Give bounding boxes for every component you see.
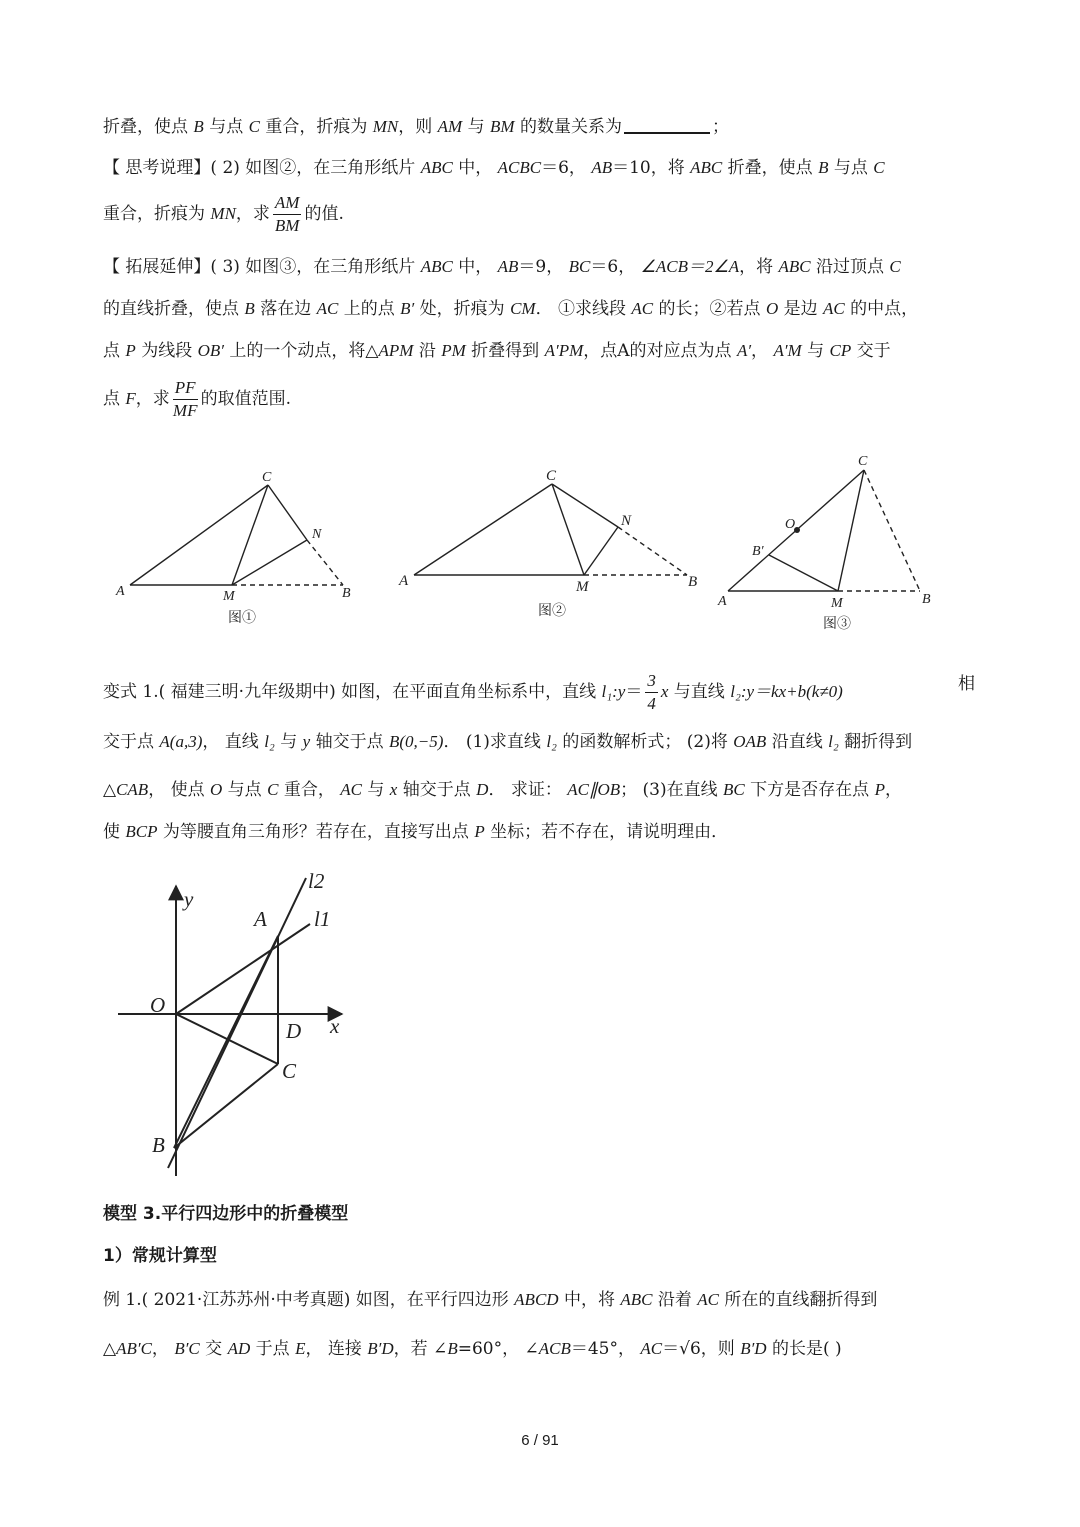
page-number: 6 / 91: [521, 1432, 559, 1449]
problem-line-1: 折叠，使点 B 与点 C 重合，折痕为 MN，则 AM 与 BM 的数量关系为 ；: [103, 114, 729, 139]
segment-ba: [174, 936, 278, 1148]
fig3-label-b: B: [922, 592, 931, 607]
problem-line-6: 点 P 为线段 OB′ 上的一个动点，将△APM 沿 PM 折叠得到 A′PM，点A的对应点为点 A′， A′M 与 CP 交于: [103, 341, 891, 361]
label-y: y: [184, 887, 194, 911]
label-b: B: [152, 1133, 165, 1157]
fraction-three-quarters: $\frac{3}{4}$: [647, 671, 656, 713]
problem-line-4: 【 拓展延伸】( 3) 如图③，在三角形纸片 ABC 中， AB＝9， BC＝6， ∠ACB＝2∠A，将 ABC 沿过顶点 C: [103, 257, 901, 277]
fig3-label-bprime: B′: [752, 544, 764, 559]
variant-line-1-end: 相: [958, 674, 975, 694]
problem-line-2: 【 思考说理】( 2) 如图②，在三角形纸片 ABC 中， ACBC＝6， AB＝10，将 ABC 折叠，使点 B 与点 C: [103, 158, 885, 178]
example-line-1: 例 1.( 2021·江苏苏州·中考真题) 如图，在平行四边形 ABCD 中，将 ABC 沿着 AC 所在的直线翻折得到: [103, 1290, 878, 1310]
fig3-label-o: O: [785, 517, 796, 532]
fig1-label-b: B: [342, 586, 351, 601]
line-l1: [176, 924, 310, 1014]
label-l2: l2: [308, 869, 325, 893]
fig1-label-n: N: [312, 527, 322, 542]
fig2-caption: 图②: [538, 604, 566, 619]
variant-line-3: △CAB， 使点 O 与点 C 重合， AC 与 x 轴交于点 D． 求证： AC∥OB； (3)在直线 BC 下方是否存在点 P，: [103, 780, 902, 800]
figure-3: [728, 470, 920, 591]
label-a: A: [254, 907, 267, 931]
variant-line-4: 使 BCP 为等腰直角三角形？若存在，直接写出点 P 坐标；若不存在，请说明理由．: [103, 822, 729, 842]
label-c: C: [282, 1059, 297, 1083]
fig1-label-c: C: [262, 470, 272, 485]
fig3-label-c: C: [858, 454, 868, 469]
figure-2: [414, 484, 687, 575]
variant-line-1: 变式 1.( 福建三明·九年级期中) 如图，在平面直角坐标系中，直线 l₁:y＝ $\frac{3}{4}$ x 与直线 l₂:y＝kx+b(k≠0): [103, 671, 843, 713]
fig1-caption: 图①: [228, 611, 256, 626]
segment-bc: [174, 1064, 278, 1148]
problem-line-3: 重合，折痕为 MN，求 $\frac{AM}{BM}$ 的值.: [103, 193, 344, 235]
fig2-label-n: N: [621, 513, 632, 529]
label-d: D: [286, 1019, 302, 1043]
example-line-2: △AB′C， B′C 交 AD 于点 E， 连接 B′D，若 ∠B=60°， ∠ACB＝45°， AC＝√6，则 B′D 的长是( ): [103, 1339, 842, 1359]
fraction-pf-mf: $\frac{PF}{MF}$: [172, 378, 198, 420]
subsection-heading: 1）常规计算型: [103, 1246, 217, 1266]
fraction-am-bm: $\frac{AM}{BM}$: [274, 193, 300, 235]
section-heading: 模型 3.平行四边形中的折叠模型: [103, 1204, 349, 1224]
fig1-label-m: M: [223, 589, 235, 604]
coordinate-figure: [110, 868, 370, 1188]
fig3-label-m: M: [831, 596, 843, 611]
problem-line-7: 点 F，求 $\frac{PF}{MF}$ 的取值范围.: [103, 378, 291, 420]
figures-row: [0, 445, 1080, 645]
fig2-label-c: C: [546, 468, 557, 484]
fig1-label-a: A: [116, 584, 125, 599]
fig2-label-a: A: [399, 573, 409, 589]
problem-line-5: 的直线折叠，使点 B 落在边 AC 上的点 B′ 处，折痕为 CM． ①求线段 AC 的长；②若点 O 是边 AC 的中点，: [103, 299, 919, 319]
fig3-caption: 图③: [823, 617, 851, 632]
label-o: O: [150, 993, 166, 1017]
variant-line-2: 交于点 A(a,3)， 直线 l₂ 与 y 轴交于点 B(0,−5)． (1)求直线 l₂ 的函数解析式； (2)将 OAB 沿直线 l₂ 翻折得到: [103, 732, 913, 752]
label-l1: l1: [314, 907, 331, 931]
fig2-label-m: M: [576, 579, 589, 595]
fig3-label-a: A: [718, 594, 727, 609]
fig2-label-b: B: [688, 574, 698, 590]
answer-blank: [624, 114, 710, 134]
label-x: x: [330, 1014, 340, 1038]
